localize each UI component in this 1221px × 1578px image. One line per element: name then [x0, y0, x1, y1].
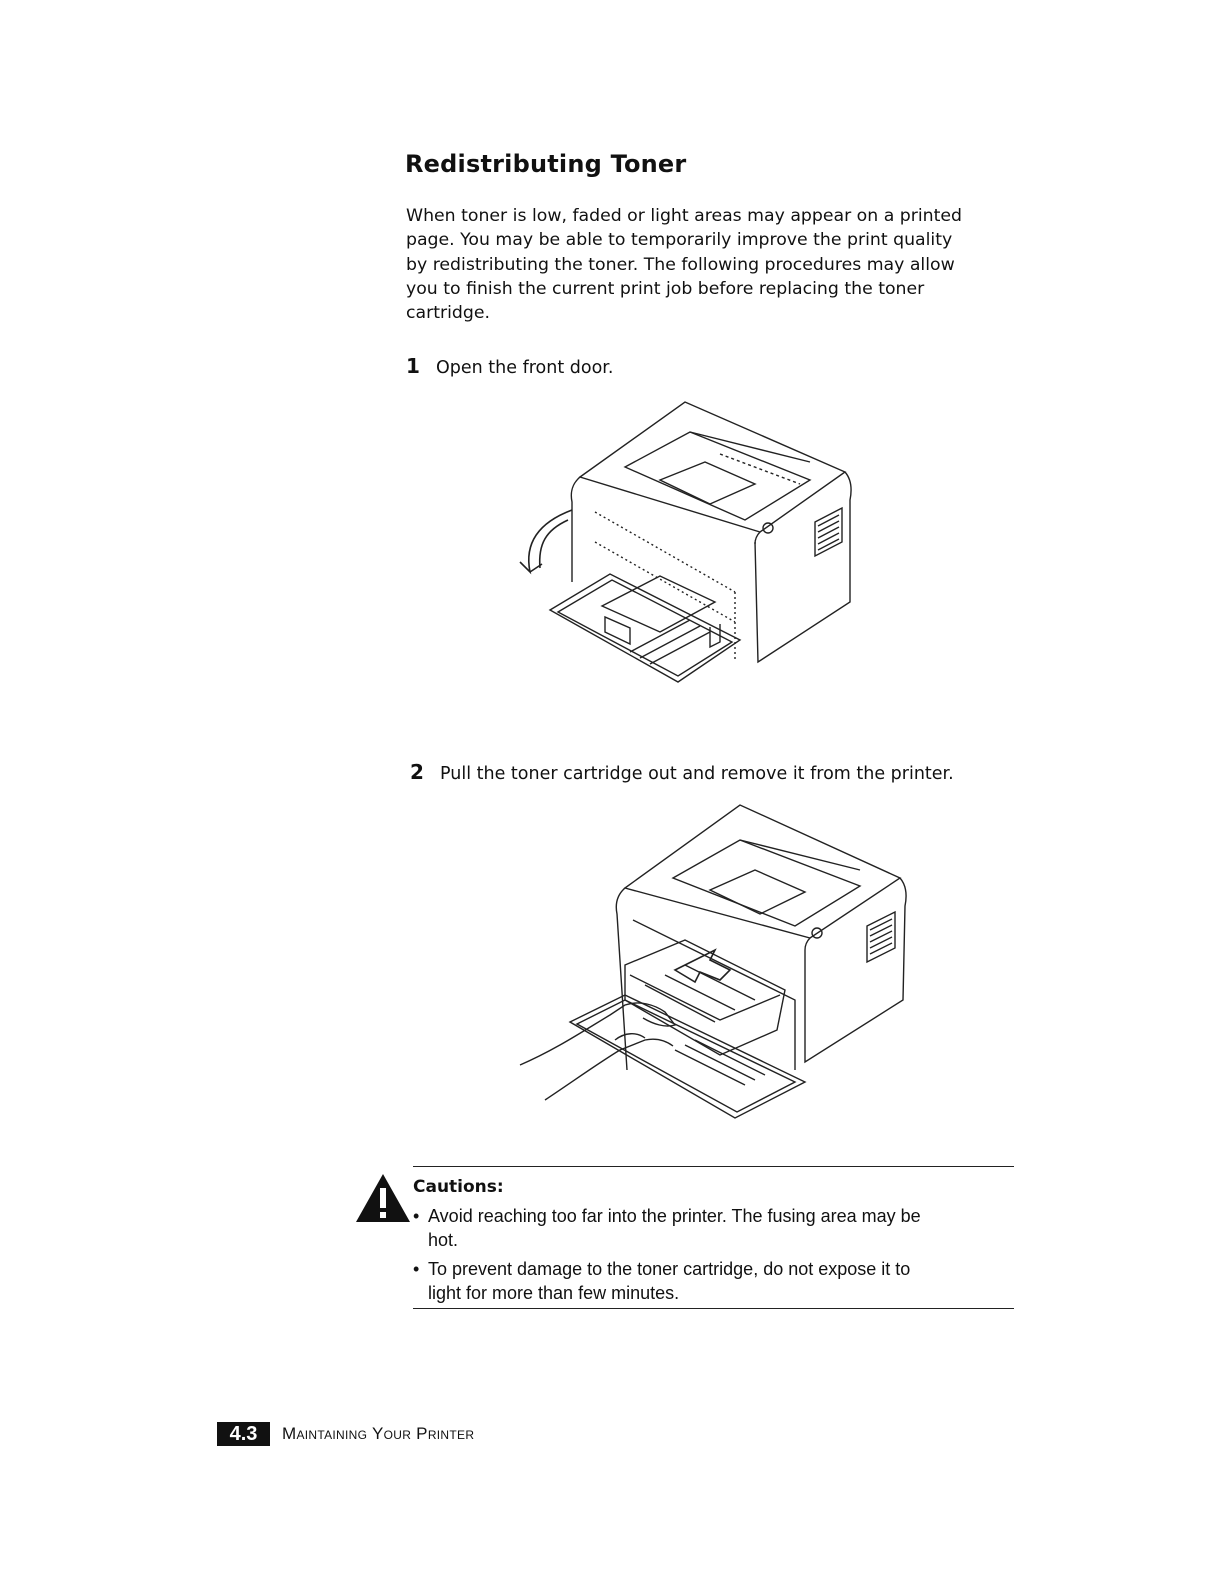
step-text: Open the front door.	[436, 358, 614, 378]
step-1	[406, 354, 613, 378]
intro-line: cartridge.	[406, 303, 490, 324]
step-text: Pull the toner cartridge out and remove it from the printer.	[440, 764, 954, 784]
section-heading: Redistributing Toner	[405, 150, 687, 178]
caution-bottom-rule	[413, 1308, 1014, 1309]
cautions-list	[413, 1204, 1013, 1310]
caution-line: hot.	[428, 1230, 459, 1250]
footer-chapter-title: Maintaining Your Printer	[282, 1424, 475, 1443]
caution-line: light for more than few minutes.	[428, 1283, 680, 1303]
warning-triangle-icon	[356, 1172, 412, 1224]
step-2	[410, 760, 954, 784]
page-number-badge: 4.3	[217, 1422, 270, 1446]
caution-item	[413, 1257, 1013, 1305]
printer-open-door-illustration	[510, 392, 860, 692]
remove-toner-cartridge-illustration	[515, 800, 910, 1125]
caution-line: • To prevent damage to the toner cartridge, do not expose it to	[428, 1259, 911, 1279]
step-number: 1	[406, 354, 420, 378]
intro-paragraph	[406, 204, 1006, 325]
intro-line: you to finish the current print job before replacing the toner	[406, 278, 925, 299]
step-number: 2	[410, 760, 424, 784]
intro-line: page. You may be able to temporarily improve the print quality	[406, 230, 953, 251]
cautions-title: Cautions:	[413, 1177, 504, 1197]
intro-line: by redistributing the toner. The following procedures may allow	[406, 254, 955, 275]
intro-line: When toner is low, faded or light areas may appear on a printed	[406, 206, 962, 226]
caution-top-rule	[413, 1166, 1014, 1167]
caution-item	[413, 1204, 1013, 1252]
caution-line: • Avoid reaching too far into the printer. The fusing area may be	[428, 1206, 921, 1226]
